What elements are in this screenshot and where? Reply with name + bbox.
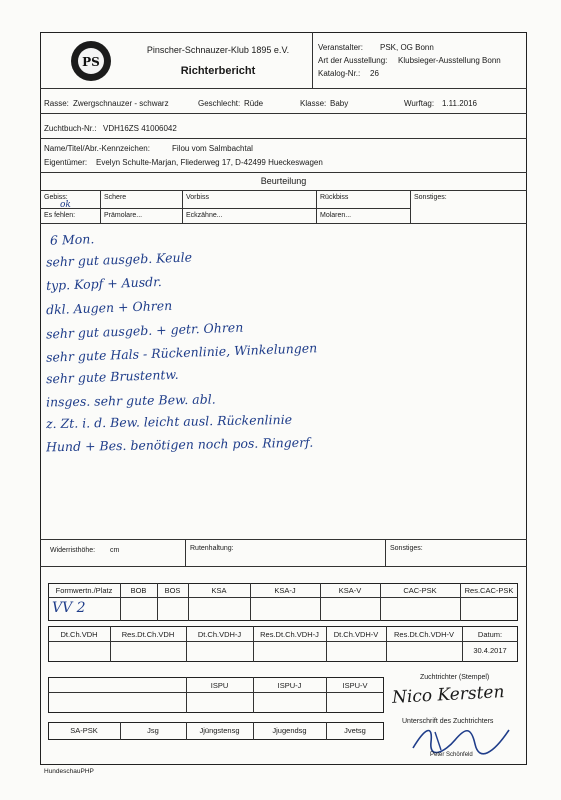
header-date: Datum: (477, 630, 503, 639)
row-line (40, 223, 527, 224)
row-line (40, 208, 410, 209)
molars-label: Molaren... (320, 212, 352, 219)
whelped-label: Wurftag: (404, 99, 435, 108)
class-label: Klasse: (300, 99, 327, 108)
header-cac-psk: CAC-PSK (403, 586, 437, 595)
missing-label: Es fehlen: (44, 212, 76, 219)
club-name: Pinscher-Schnauzer-Klub 1895 e.V. (146, 45, 290, 55)
studbook-label: Zuchtbuch-Nr.: (44, 124, 97, 133)
dog-name-label: Name/Titel/Abr.-Kennzeichen: (44, 144, 150, 153)
assessment-line: sehr gut ausgeb. + getr. Ohren (45, 319, 244, 342)
other-teeth-label: Sonstiges: (414, 194, 447, 201)
header-dt-ch-vdh-j: Dt.Ch.VDH-J (197, 630, 242, 639)
club-logo (70, 40, 112, 82)
header-divider (312, 32, 313, 88)
col-line (410, 190, 411, 223)
row-line (48, 597, 518, 598)
signature-name: Peter Schönfeld (430, 752, 473, 758)
row-line (40, 113, 527, 114)
scissor-label: Schere (104, 194, 127, 201)
show-type-value: Klubsieger-Ausstellung Bonn (398, 56, 501, 65)
canines-label: Eckzähne... (186, 212, 223, 219)
header-ispu: ISPU (210, 681, 229, 690)
row-line (40, 566, 527, 567)
judge-signature: Nico Kersten (391, 682, 505, 708)
header-ksa-j: KSA-J (274, 586, 296, 595)
signature-label: Unterschrift des Zuchtrichters (402, 718, 494, 725)
assessment-line: sehr gute Brustentw. (45, 366, 179, 387)
col-line (185, 539, 186, 566)
misc-label: Sonstiges: (390, 545, 423, 552)
header-ksa-v: KSA-V (338, 586, 362, 595)
breed-label: Rasse: (44, 99, 69, 108)
header-res-dt-ch-vdh-v: Res.Dt.Ch.VDH-V (393, 630, 454, 639)
assessment-line: typ. Kopf + Ausdr. (45, 273, 162, 294)
sex-label: Geschlecht: (198, 99, 241, 108)
col-line (385, 539, 386, 566)
owner-value: Evelyn Schulte-Marjan, Fliederweg 17, D-42499 Hueckeswagen (96, 158, 323, 167)
breed-value: Zwergschnauzer - schwarz (73, 99, 169, 108)
col-line (182, 190, 183, 223)
sex-value: Rüde (244, 99, 264, 108)
tail-label: Rutenhaltung: (190, 545, 234, 552)
assessment-line: sehr gute Hals - Rückenlinie, Winkelungen (45, 340, 318, 365)
report-title: Richterbericht (180, 65, 256, 77)
row-line (40, 190, 527, 191)
header-jvetsg: Jvetsg (344, 726, 366, 735)
assessment-line: sehr gut ausgeb. Keule (45, 249, 193, 270)
dog-name-value: Filou vom Salmbachtal (172, 144, 253, 153)
header-ispu-v: ISPU-V (342, 681, 368, 690)
assessment-line: Hund + Bes. benötigen noch pos. Ringerf. (45, 434, 314, 455)
header-jjuengstensg: Jjüngstensg (199, 726, 240, 735)
header-ispu-j: ISPU-J (277, 681, 302, 690)
header-dt-ch-vdh: Dt.Ch.VDH (60, 630, 98, 639)
header-dt-ch-vdh-v: Dt.Ch.VDH-V (333, 630, 379, 639)
date-value: 30.4.2017 (473, 646, 507, 655)
assessment-line: z. Zt. i. d. Bew. leicht ausl. Rückenlinie (45, 411, 293, 432)
height-label: Widerristhöhe: (50, 547, 96, 554)
catalog-value: 26 (370, 69, 379, 78)
catalog-label: Katalog-Nr.: (318, 69, 361, 78)
header-res-cac-psk: Res.CAC-PSK (464, 586, 514, 595)
assessment-line: insges. sehr gute Bew. abl. (45, 391, 216, 410)
header-formwert: Formwertn./Platz (55, 586, 113, 595)
svg-text:PS: PS (82, 55, 100, 69)
header-sa-psk: SA-PSK (70, 726, 98, 735)
header-jsg: Jsg (147, 726, 159, 735)
header-res-dt-ch-vdh: Res.Dt.Ch.VDH (121, 630, 175, 639)
row-line (40, 138, 527, 139)
header-bos: BOS (164, 586, 181, 595)
header-ksa: KSA (211, 586, 227, 595)
organizer-label: Veranstalter: (318, 43, 363, 52)
assessment-line: 6 Mon. (49, 231, 95, 248)
height-unit: cm (110, 547, 120, 554)
class-value: Baby (330, 99, 349, 108)
teeth-label: Gebiss: (44, 194, 68, 201)
row-line (40, 539, 527, 540)
organizer-value: PSK, OG Bonn (380, 43, 434, 52)
judge-stamp-label: Zuchtrichter (Stempel) (420, 674, 490, 681)
grade-value: VV 2 (52, 600, 86, 616)
header-jjugendsg: Jjugendsg (272, 726, 307, 735)
whelped-value: 1.11.2016 (442, 99, 477, 108)
assessment-line: dkl. Augen + Ohren (45, 297, 173, 318)
row-line (40, 88, 527, 89)
overbite-label: Vorbiss (186, 194, 209, 201)
premolars-label: Prämolare... (104, 212, 143, 219)
assessment-title: Beurteilung (260, 176, 307, 186)
show-type-label: Art der Ausstellung: (318, 56, 388, 65)
col-line (100, 190, 101, 223)
underbite-label: Rückbiss (320, 194, 349, 201)
studbook-value: VDH16ZS 41006042 (103, 124, 177, 133)
software-footer: HundeschauPHP (44, 768, 94, 775)
header-bob: BOB (130, 586, 147, 595)
row-line (40, 172, 527, 173)
owner-label: Eigentümer: (44, 158, 88, 167)
header-res-dt-ch-vdh-j: Res.Dt.Ch.VDH-J (260, 630, 319, 639)
col-line (316, 190, 317, 223)
teeth-mark: ok (60, 200, 71, 210)
